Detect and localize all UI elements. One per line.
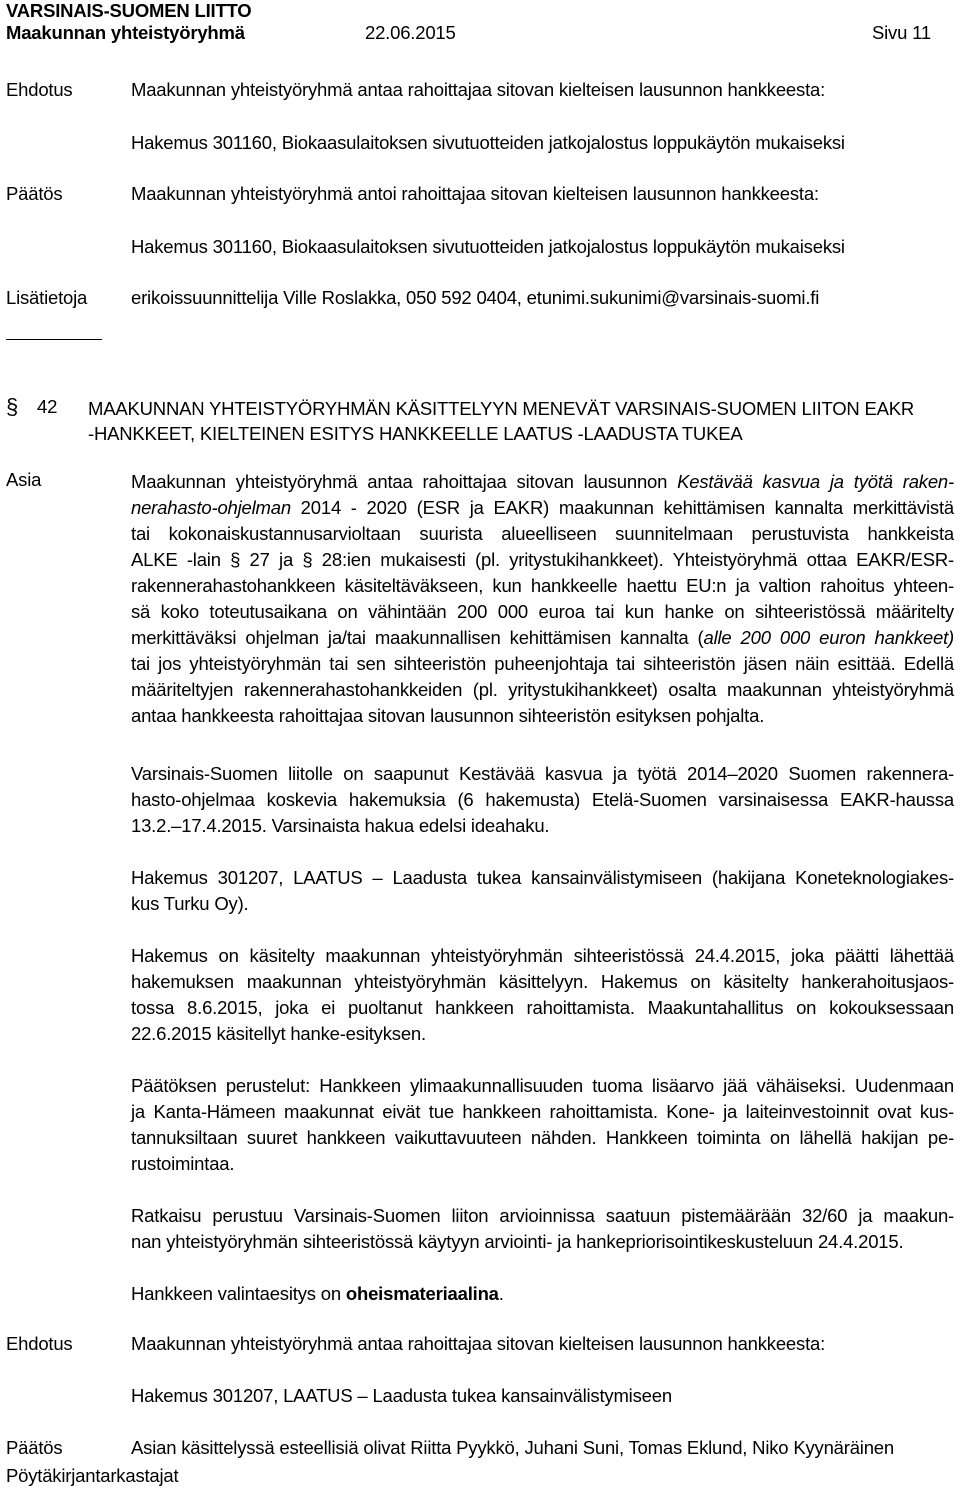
asia-label: Asia	[6, 469, 42, 490]
text-line: Päätöksen perustelut: Hankkeen ylimaakunnallisuuden tuoma lisäarvo jää vähäiseksi. Uudenmaan	[131, 1075, 954, 1096]
text-line: Hakemus 301207, LAATUS – Laadusta tukea kansainvälistymiseen (hakijana Koneteknologiakes-	[131, 867, 954, 888]
text-line: Varsinais-Suomen liitolle on saapunut Kestävää kasvua ja työtä 2014–2020 Suomen rakennera-	[131, 763, 954, 784]
prev-ehdotus-text: Maakunnan yhteistyöryhmä antaa rahoittajaa sitovan kielteisen lausunnon hankkeesta:	[131, 79, 826, 100]
asia-paragraph-6	[131, 1203, 954, 1255]
text-line: tai kokonaiskustannusarvioltaan suurista alueelliseen suunnitelmaan perustuvista hankkeista	[131, 523, 954, 544]
text-line: hakemuksen maakunnan yhteistyöryhmän käsittelyyn. Hakemus on käsitelty hankerahoitusjaos-	[131, 971, 954, 992]
asia-paragraph-7	[131, 1281, 954, 1307]
text-line: kus Turku Oy).	[131, 893, 249, 914]
prev-paatos-application: Hakemus 301160, Biokaasulaitoksen sivutuotteiden jatkojalostus loppukäytön mukaiseksi	[131, 236, 845, 257]
prev-info-label: Lisätietoja	[6, 287, 88, 308]
text-line: ja Kanta-Hämeen maakunnat eivät tue hankkeen rahoittamista. Kone- ja laiteinvestoinnit ovat kus-	[131, 1101, 954, 1122]
ehdotus-label: Ehdotus	[6, 1333, 73, 1354]
asia-paragraph-5	[131, 1073, 954, 1177]
prev-paatos-label: Päätös	[6, 183, 63, 204]
text-line: nan yhteistyöryhmän sihteeristössä käytyyn arviointi- ja hankepriorisointikeskusteluun 24.4.2015.	[131, 1231, 904, 1252]
text-run: merkittäväksi ohjelman ja/tai maakunnallisen kehittämisen kannalta (	[131, 627, 704, 648]
header-org: VARSINAIS-SUOMEN LIITTO	[6, 0, 252, 21]
programme-name-italic: nerahasto-ohjelman	[131, 497, 291, 518]
text-line: antaa hankkeesta rahoittajaa sitovan lausunnon sihteeristön esityksen pohjalta.	[131, 705, 765, 726]
text-run: Hankkeen valintaesitys on	[131, 1283, 346, 1304]
asia-paragraph-4	[131, 943, 954, 1047]
text-line: rakennerahastohankkeen käsiteltäväkseen, kun hankkeelle haettu EU:n ja valtion rahoitus yhteen-	[131, 575, 954, 596]
header-body: Maakunnan yhteistyöryhmä	[6, 22, 245, 43]
text-line: tossa 8.6.2015, joka ei puoltanut hankkeen rahoittamista. Maakuntahallitus on kokouksessaan	[131, 997, 954, 1018]
asia-paragraph-1	[131, 469, 954, 729]
ehdotus-text: Maakunnan yhteistyöryhmä antaa rahoittajaa sitovan kielteisen lausunnon hankkeesta:	[131, 1333, 826, 1354]
section-title-line-2: -HANKKEET, KIELTEINEN ESITYS HANKKEELLE LAATUS -LAADUSTA TUKEA	[88, 423, 743, 444]
section-number: 42	[37, 396, 58, 417]
text-line	[131, 495, 954, 521]
divider-line	[6, 339, 102, 340]
paatos-label: Päätös	[6, 1437, 63, 1458]
text-run: 2014 - 2020 (ESR ja EAKR) maakunnan kehittämisen kannalta merkittävistä	[290, 497, 954, 518]
text-line: ALKE -lain § 27 ja § 28:ien mukaisesti (pl. yritystukihankkeet). Yhteistyöryhmä ottaa EAKR/ESR-	[131, 549, 954, 570]
text-run: Maakunnan yhteistyöryhmä antaa rahoittajaa sitovan lausunnon	[131, 471, 678, 492]
asia-paragraph-2	[131, 761, 954, 839]
prev-ehdotus-application: Hakemus 301160, Biokaasulaitoksen sivutuotteiden jatkojalostus loppukäytön mukaiseksi	[131, 132, 845, 153]
text-run: .	[498, 1283, 504, 1304]
prev-info-text: erikoissuunnittelija Ville Roslakka, 050 592 0404, etunimi.sukunimi@varsinais-suomi.fi	[131, 287, 820, 308]
text-line: tannuksiltaan suuret hankkeen vaikuttavuuteen nähden. Hankkeen toiminta on lähellä hakijan pe-	[131, 1127, 954, 1148]
threshold-italic: alle 200 000 euron hankkeet)	[703, 627, 954, 648]
text-line	[131, 469, 954, 495]
section-symbol: §	[6, 394, 19, 419]
text-line: sä koko toteutusaikana on vähintään 200 000 euroa tai kun hanke on sihteeristössä määritelty	[131, 601, 954, 622]
text-line: tai jos yhteistyöryhmän tai sen sihteeristön puheenjohtaja tai sihteeristön jäsen näin esittää. Edellä	[131, 653, 954, 674]
text-line: määriteltyjen rakennerahastohankkeiden (pl. yritystukihankkeet) osalta maakunnan yhteistyöryhmä	[131, 679, 954, 700]
header-date: 22.06.2015	[365, 22, 456, 43]
paatos-text: Asian käsittelyssä esteellisiä olivat Riitta Pyykkö, Juhani Suni, Tomas Eklund, Niko Kyynäräinen	[131, 1437, 894, 1458]
text-line	[131, 625, 954, 651]
footer-label: Pöytäkirjantarkastajat	[6, 1465, 179, 1486]
text-line: Ratkaisu perustuu Varsinais-Suomen liiton arvioinnissa saatuun pistemäärään 32/60 ja maakun-	[131, 1205, 954, 1226]
text-line: rustoimintaa.	[131, 1153, 235, 1174]
header-page: Sivu 11	[872, 22, 931, 43]
text-line	[131, 1281, 954, 1307]
text-line: 13.2.–17.4.2015. Varsinaista hakua edelsi ideahaku.	[131, 815, 550, 836]
programme-name-italic: Kestävää kasvua ja työtä raken-	[677, 471, 954, 492]
prev-ehdotus-label: Ehdotus	[6, 79, 73, 100]
section-title-line-1: MAAKUNNAN YHTEISTYÖRYHMÄN KÄSITTELYYN MENEVÄT VARSINAIS-SUOMEN LIITON EAKR	[88, 398, 915, 419]
text-line: 22.6.2015 käsitellyt hanke-esityksen.	[131, 1023, 426, 1044]
prev-paatos-text: Maakunnan yhteistyöryhmä antoi rahoittajaa sitovan kielteisen lausunnon hankkeesta:	[131, 183, 819, 204]
text-line: Hakemus on käsitelty maakunnan yhteistyöryhmän sihteeristössä 24.4.2015, joka päätti lähettää	[131, 945, 954, 966]
ehdotus-application: Hakemus 301207, LAATUS – Laadusta tukea kansainvälistymiseen	[131, 1385, 672, 1406]
asia-paragraph-3	[131, 865, 954, 917]
attachment-bold: oheismateriaalina	[345, 1283, 499, 1304]
section-title	[88, 396, 948, 446]
text-line: hasto-ohjelmaa koskevia hakemuksia (6 hakemusta) Etelä-Suomen varsinaisessa EAKR-haussa	[131, 789, 954, 810]
